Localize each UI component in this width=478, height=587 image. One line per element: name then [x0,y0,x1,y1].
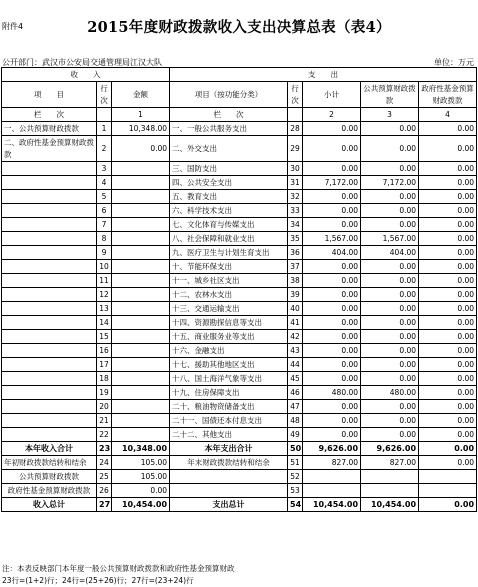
income-item [2,330,97,344]
expense-item: 二十二、其他支出 [170,428,288,442]
income-row-no: 9 [97,246,112,260]
expense-header: 支 出 [170,68,477,82]
expense-item: 十七、援助其他地区支出 [170,358,288,372]
col-num-4: 4 [419,108,477,122]
expense-general-budget: 0.00 [361,274,419,288]
gov-fund-header: 政府性基金预算财政拨款 [419,82,477,108]
lanci-blank-right [288,108,303,122]
expense-gov-fund: 0.00 [419,176,477,190]
expense-item: 七、文化体育与传媒支出 [170,218,288,232]
table-row [2,218,477,232]
lanci-label-right: 栏 次 [170,108,288,122]
expense-subtotal: 1,567.00 [303,232,361,246]
col-num-3: 3 [361,108,419,122]
table-row [2,204,477,218]
expense-item: 十一、城乡社区支出 [170,274,288,288]
table-row [2,428,477,442]
expense-gov-fund: 0.00 [419,204,477,218]
summary-general-budget [361,484,419,498]
summary-income-amount: 0.00 [112,484,170,498]
income-amount [112,330,170,344]
summary-row [2,442,477,456]
expense-gov-fund: 0.00 [419,218,477,232]
table-row [2,162,477,176]
expense-gov-fund: 0.00 [419,162,477,176]
income-amount [112,204,170,218]
income-amount [112,260,170,274]
expense-gov-fund: 0.00 [419,344,477,358]
income-row-no: 8 [97,232,112,246]
expense-general-budget: 0.00 [361,428,419,442]
expense-gov-fund: 0.00 [419,288,477,302]
expense-row-no: 32 [288,190,303,204]
income-amount [112,162,170,176]
income-item [2,316,97,330]
table-row [2,400,477,414]
income-row-no: 21 [97,414,112,428]
table-row [2,344,477,358]
expense-general-budget: 0.00 [361,400,419,414]
row-no-header: 行次 [97,82,112,108]
income-amount [112,302,170,316]
income-row-no: 4 [97,176,112,190]
subtotal-header: 小计 [303,82,361,108]
expense-row-no: 35 [288,232,303,246]
summary-income-item: 公共预算财政拨款 [2,470,97,484]
summary-row [2,498,477,512]
expense-item: 十四、资源勘探信息等支出 [170,316,288,330]
summary-expense-item: 支出总计 [170,498,288,512]
summary-gov-fund: 0.00 [419,442,477,456]
summary-gov-fund [419,484,477,498]
expense-row-no: 28 [288,122,303,136]
expense-gov-fund: 0.00 [419,232,477,246]
expense-gov-fund: 0.00 [419,190,477,204]
income-row-no: 10 [97,260,112,274]
expense-general-budget: 0.00 [361,190,419,204]
expense-general-budget: 404.00 [361,246,419,260]
department-name: 公开部门：武汉市公安局交通管理局江汉大队 [2,58,162,67]
income-item [2,414,97,428]
budget-table [1,67,477,512]
expense-item: 六、科学技术支出 [170,204,288,218]
summary-subtotal [303,484,361,498]
summary-subtotal [303,470,361,484]
summary-row [2,470,477,484]
income-item [2,162,97,176]
summary-income-item: 年初财政拨款结转和结余 [2,456,97,470]
col-num-1: 1 [112,108,170,122]
expense-subtotal: 0.00 [303,428,361,442]
income-item: 一、公共预算财政拨款 [2,122,97,136]
income-amount [112,218,170,232]
lanci-blank [97,108,112,122]
income-amount [112,316,170,330]
expense-item: 二十一、国债还本付息支出 [170,414,288,428]
summary-income-row-no: 23 [97,442,112,456]
expense-row-no: 41 [288,316,303,330]
summary-gov-fund: 0.00 [419,498,477,512]
income-row-no: 5 [97,190,112,204]
income-row-no: 16 [97,344,112,358]
income-amount: 0.00 [112,136,170,162]
summary-income-item: 本年收入合计 [2,442,97,456]
expense-general-budget: 0.00 [361,330,419,344]
income-item [2,274,97,288]
expense-subtotal: 0.00 [303,274,361,288]
expense-subtotal: 0.00 [303,372,361,386]
expense-subtotal: 0.00 [303,260,361,274]
expense-gov-fund: 0.00 [419,136,477,162]
expense-row-no: 36 [288,246,303,260]
expense-row-no: 48 [288,414,303,428]
summary-subtotal: 9,626.00 [303,442,361,456]
income-amount [112,288,170,302]
income-amount [112,400,170,414]
expense-general-budget: 0.00 [361,414,419,428]
income-item [2,302,97,316]
income-item [2,260,97,274]
income-row-no: 1 [97,122,112,136]
expense-subtotal: 0.00 [303,400,361,414]
expense-row-no: 31 [288,176,303,190]
summary-expense-row-no: 53 [288,484,303,498]
income-row-no: 13 [97,302,112,316]
expense-gov-fund: 0.00 [419,400,477,414]
expense-subtotal: 0.00 [303,136,361,162]
expense-item: 十三、交通运输支出 [170,302,288,316]
report-title: 2015年度财政拨款收入支出决算总表（表4） [87,19,391,36]
summary-expense-row-no: 50 [288,442,303,456]
summary-income-amount: 10,348.00 [112,442,170,456]
expense-item: 十五、商业服务业等支出 [170,330,288,344]
expense-general-budget: 0.00 [361,372,419,386]
expense-subtotal: 0.00 [303,288,361,302]
income-item [2,386,97,400]
expense-general-budget: 0.00 [361,358,419,372]
income-row-no: 17 [97,358,112,372]
expense-gov-fund: 0.00 [419,122,477,136]
summary-gov-fund: 0.00 [419,456,477,470]
income-amount [112,246,170,260]
income-amount [112,190,170,204]
expense-item: 十、节能环保支出 [170,260,288,274]
expense-item: 三、国防支出 [170,162,288,176]
income-row-no: 20 [97,400,112,414]
col-num-2: 2 [303,108,361,122]
expense-subtotal: 0.00 [303,302,361,316]
income-item: 二、政府性基金预算财政拨款 [2,136,97,162]
lanci-label: 栏 次 [2,108,97,122]
expense-general-budget: 0.00 [361,204,419,218]
expense-item: 十八、国土海洋气象等支出 [170,372,288,386]
expense-row-no: 39 [288,288,303,302]
expense-subtotal: 0.00 [303,344,361,358]
table-row [2,358,477,372]
income-item [2,176,97,190]
expense-item: 十二、农林水支出 [170,288,288,302]
summary-expense-row-no: 51 [288,456,303,470]
summary-subtotal: 10,454.00 [303,498,361,512]
expense-general-budget: 7,172.00 [361,176,419,190]
expense-row-no: 37 [288,260,303,274]
income-amount [112,176,170,190]
expense-gov-fund: 0.00 [419,330,477,344]
expense-subtotal: 0.00 [303,330,361,344]
table-row [2,372,477,386]
summary-expense-row-no: 52 [288,470,303,484]
expense-gov-fund: 0.00 [419,302,477,316]
expense-row-no: 46 [288,386,303,400]
expense-general-budget: 0.00 [361,316,419,330]
income-row-no: 2 [97,136,112,162]
summary-subtotal: 827.00 [303,456,361,470]
expense-general-budget: 0.00 [361,288,419,302]
expense-subtotal: 0.00 [303,414,361,428]
expense-gov-fund: 0.00 [419,386,477,400]
expense-subtotal: 480.00 [303,386,361,400]
expense-general-budget: 0.00 [361,302,419,316]
expense-row-no: 40 [288,302,303,316]
income-amount [112,358,170,372]
summary-income-amount: 105.00 [112,470,170,484]
income-row-no: 11 [97,274,112,288]
expense-general-budget: 0.00 [361,344,419,358]
table-row [2,176,477,190]
summary-income-row-no: 27 [97,498,112,512]
expense-row-no: 34 [288,218,303,232]
income-item [2,288,97,302]
expense-general-budget: 0.00 [361,136,419,162]
expense-item: 四、公共安全支出 [170,176,288,190]
expense-gov-fund: 0.00 [419,246,477,260]
expense-general-budget: 0.00 [361,162,419,176]
summary-general-budget: 9,626.00 [361,442,419,456]
summary-expense-item: 本年支出合计 [170,442,288,456]
income-item [2,232,97,246]
expense-row-no: 47 [288,400,303,414]
expense-subtotal: 0.00 [303,190,361,204]
expense-row-no: 38 [288,274,303,288]
expense-gov-fund: 0.00 [419,260,477,274]
expense-row-no: 30 [288,162,303,176]
expense-item: 十六、金融支出 [170,344,288,358]
footnote-1: 注：本表反映部门本年度一般公共预算财政拨款和政府性基金预算财政 [2,564,235,573]
table-row [2,274,477,288]
summary-row [2,456,477,470]
income-amount [112,372,170,386]
table-row [2,302,477,316]
expense-item: 十九、住房保障支出 [170,386,288,400]
income-item [2,218,97,232]
summary-expense-item [170,470,288,484]
expense-item: 二、外交支出 [170,136,288,162]
income-row-no: 14 [97,316,112,330]
table-row [2,190,477,204]
table-row [2,414,477,428]
expense-row-no: 29 [288,136,303,162]
expense-subtotal: 404.00 [303,246,361,260]
income-amount: 10,348.00 [112,122,170,136]
expense-row-no: 44 [288,358,303,372]
expense-row-no: 33 [288,204,303,218]
expense-gov-fund: 0.00 [419,358,477,372]
income-row-no: 22 [97,428,112,442]
income-row-no: 6 [97,204,112,218]
table-row [2,122,477,136]
income-row-no: 7 [97,218,112,232]
income-amount [112,428,170,442]
income-amount [112,232,170,246]
table-row [2,330,477,344]
expense-subtotal: 0.00 [303,316,361,330]
summary-income-item: 收入总计 [2,498,97,512]
income-row-no: 3 [97,162,112,176]
income-amount [112,386,170,400]
income-amount [112,274,170,288]
expense-subtotal: 0.00 [303,122,361,136]
table-row [2,246,477,260]
expense-row-no: 49 [288,428,303,442]
income-item [2,372,97,386]
expense-row-no: 42 [288,330,303,344]
table-row [2,260,477,274]
summary-expense-row-no: 54 [288,498,303,512]
expense-gov-fund: 0.00 [419,372,477,386]
income-item [2,246,97,260]
income-item [2,358,97,372]
expense-general-budget: 0.00 [361,218,419,232]
expense-general-budget: 0.00 [361,260,419,274]
row-no-header-right: 行次 [288,82,303,108]
expense-general-budget: 1,567.00 [361,232,419,246]
income-item [2,190,97,204]
income-header: 收 入 [2,68,170,82]
income-amount [112,344,170,358]
income-row-no: 18 [97,372,112,386]
summary-income-row-no: 25 [97,470,112,484]
summary-income-amount: 105.00 [112,456,170,470]
expense-subtotal: 0.00 [303,162,361,176]
expense-subtotal: 0.00 [303,218,361,232]
item-header: 项 目 [2,82,97,108]
income-item [2,204,97,218]
expense-row-no: 45 [288,372,303,386]
expense-item: 八、社会保障和就业支出 [170,232,288,246]
expense-subtotal: 0.00 [303,358,361,372]
expense-gov-fund: 0.00 [419,414,477,428]
footnote-2: 23行=(1+2)行；24行=(25+26)行；27行=(23+24)行 [2,576,194,585]
table-row [2,232,477,246]
income-item [2,400,97,414]
expense-item: 一、一般公共服务支出 [170,122,288,136]
expense-row-no: 43 [288,344,303,358]
summary-expense-item: 年末财政拨款结转和结余 [170,456,288,470]
expense-item: 九、医疗卫生与计划生育支出 [170,246,288,260]
income-row-no: 19 [97,386,112,400]
currency-unit: 单位：万元 [434,58,474,67]
summary-general-budget [361,470,419,484]
summary-general-budget: 827.00 [361,456,419,470]
summary-general-budget: 10,454.00 [361,498,419,512]
summary-income-row-no: 26 [97,484,112,498]
summary-income-item: 政府性基金预算财政拨款 [2,484,97,498]
income-row-no: 12 [97,288,112,302]
summary-gov-fund [419,470,477,484]
expense-gov-fund: 0.00 [419,316,477,330]
expense-gov-fund: 0.00 [419,274,477,288]
summary-income-amount: 10,454.00 [112,498,170,512]
table-row [2,316,477,330]
amount-header: 金额 [112,82,170,108]
table-row [2,288,477,302]
income-item [2,428,97,442]
income-row-no: 15 [97,330,112,344]
func-item-header: 项目（按功能分类） [170,82,288,108]
expense-subtotal: 0.00 [303,204,361,218]
table-row [2,136,477,162]
expense-general-budget: 480.00 [361,386,419,400]
expense-item: 五、教育支出 [170,190,288,204]
expense-gov-fund: 0.00 [419,428,477,442]
income-amount [112,414,170,428]
income-item [2,344,97,358]
table-row [2,386,477,400]
general-budget-header: 公共预算财政拨款 [361,82,419,108]
summary-row [2,484,477,498]
summary-income-row-no: 24 [97,456,112,470]
expense-item: 二十、粮油物资储备支出 [170,400,288,414]
attachment-label: 附件4 [2,22,24,31]
expense-subtotal: 7,172.00 [303,176,361,190]
expense-general-budget: 0.00 [361,122,419,136]
summary-expense-item [170,484,288,498]
